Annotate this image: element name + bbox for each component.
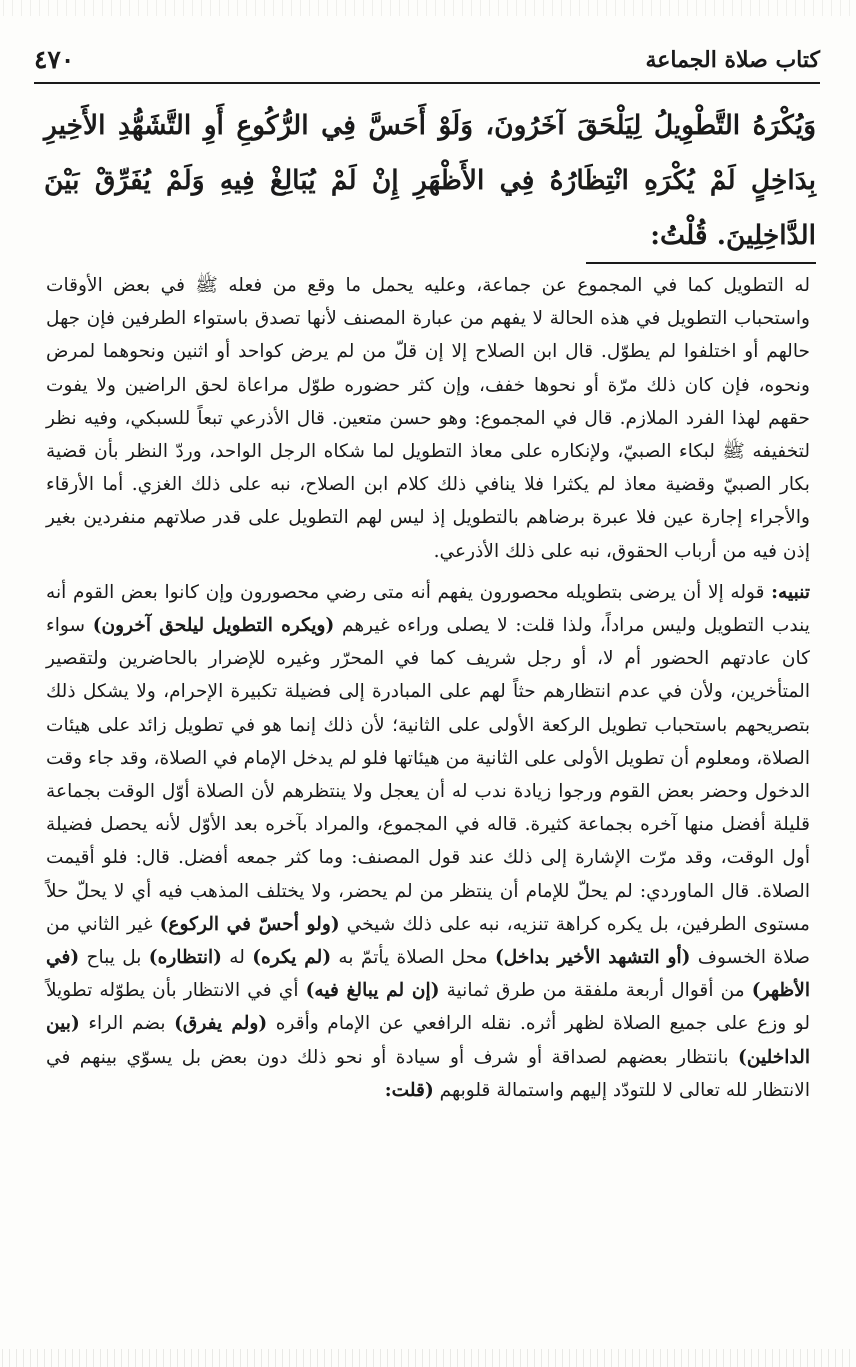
scan-edge-bottom <box>0 1349 856 1367</box>
commentary <box>46 269 810 1107</box>
commentary-segment: أي في الانتظار بأن يطوّله تطويلاً لو وزع على جميع الصلاة لظهر أثره. نقله الرافعي عن الإمام وأقره <box>46 980 811 1035</box>
commentary-paragraph-1: له التطويل كما في المجموع عن جماعة، وعليه يحمل ما وقع من فعله ﷺ في بعض الأوقات واستحباب التطويل في هذه الحالة لا يفهم من عبارة المصنف لأنها تصدق باستواء الطرفين فإن جهل حالهم أو اختلفوا لم يطوّل. قال ابن الصلاح إلا إن قلّ من لم يرض كواحد أو اثنين ونحوهما لمرض ونحوه، فإن كان ذلك مرّة أو نحوها خفف، وإن كثر حضوره طوّل مراعاة لحق الراضين ولا يفوت حقهم لهذا الفرد الملازم. قال في المجموع: وهو حسن متعين. قال الأذرعي تبعاً للسبكي، وفيه نظر لتخفيفه ﷺ لبكاء الصبيّ، ولإنكاره على معاذ التطويل لما شكاه الرجل الواحد، وردّ النظر بأن قضية بكار الصبيّ وقضية معاذ لم يكثرا فلا ينافي ذلك كلام ابن الصلاح، نبه على ذلك الغزي. أما الأرقاء والأجراء إجارة عين فلا عبرة برضاهم بالتطويل إذ ليس لهم التطويل على قدر صلاتهم منفردين بغير إذن فيه من أرباب الحقوق، نبه على ذلك الأذرعي. <box>46 275 810 562</box>
commentary-segment: بضم الراء <box>79 1013 175 1035</box>
quoted-matn-segment: (إن لم يبالغ فيه) <box>305 980 440 1002</box>
commentary-segment: قوله إلا أن يرضى بتطويله محصورون يفهم أنه متى رضي محصورون وإن كانوا بعض القوم أنه يندب التطويل وليس مراداً، ولذا قلت: لا يصلى وراءه غيرهم <box>46 581 810 637</box>
quoted-matn-segment: (بين الداخلين) <box>46 1013 810 1068</box>
page-header <box>34 42 820 84</box>
running-title: كتاب صلاة الجماعة <box>645 47 820 73</box>
scan-edge-top <box>0 0 856 16</box>
quoted-matn-segment: (ويكره التطويل ليلحق آخرون) <box>92 615 335 637</box>
quoted-matn-segment: (ولم يفرق) <box>174 1013 268 1035</box>
quoted-matn-segment: (ولو أحسّ في الركوع) <box>159 913 340 935</box>
quoted-matn-segment: (أو التشهد الأخير بداخل) <box>494 947 691 969</box>
commentary-segment: سواء كان عادتهم الحضور أم لا، أو رجل شريف كما في المحرّر وغيره للإضرار بالحاضرين ولتقصير المتأخرين، ولأن في عدم انتظارهم حثاً لهم على المبادرة إلى فضيلة تكبيرة الإحرام، ولا يشكل ذلك بتصريحهم باستحباب تطويل الركعة الأولى على الثانية؛ لأن ذلك إنما هو في تطويل زائد على هيئات الصلاة، ومعلوم أن تطويل الأولى على الثانية من هيئاتها فلو لم يدخل الإمام في الصلاة، وقد جاء وقت الدخول وحضر بعض القوم ورجوا زيادة ندب له أن يعجل ولا ينتظرهم لأن الصلاة أوّل الوقت بجماعة قليلة أفضل منها آخره بجماعة كثيرة. قاله في المجموع، والمراد بآخره بعد الأوّل لأنه يحصل فضيلة أول الوقت، وقد مرّت الإشارة إلى ذلك عند قول المصنف: وما كثر جمعه أفضل. قال: فلو أقيمت الصلاة. قال الماوردي: لم يحلّ للإمام أن ينتظر من لم يحضر، ولا يختلف المذهب فيه أي لا يحلّ حلاً مستوى الطرفين، بل يكره كراهة تنزيه، نبه على ذلك شيخي <box>46 615 810 935</box>
page-number: ٤٧٠ <box>34 45 75 74</box>
commentary-segment: بانتظار بعضهم لصداقة أو شرف أو سيادة أو نحو ذلك دون بعض بل يسوّي بينهم في الانتظار لله تعالى لا للتودّد إليهم واستمالة قلوبهم <box>46 1046 810 1101</box>
quoted-matn-segment: تنبيه: <box>771 581 810 603</box>
commentary-segment: له <box>221 947 253 969</box>
main-text-paragraph: وَيُكْرَهُ التَّطْوِيلُ لِيَلْحَقَ آخَرُونَ، وَلَوْ أَحَسَّ فِي الرُّكُوعِ أَوِ التَّشَهُّدِ الأَخِيرِ بِدَاخِلٍ لَمْ يُكْرَهِ انْتِظَارُهُ فِي الأَظْهَرِ إِنْ لَمْ يُبَالِغْ فِيهِ وَلَمْ يُفَرِّقْ بَيْنَ الدَّاخِلِينَ. قُلْتُ: <box>44 110 816 251</box>
footnote-separator <box>586 262 816 264</box>
main-text <box>44 98 816 263</box>
commentary-segment: غير الثاني من صلاة الخسوف <box>46 913 810 969</box>
commentary-segment: بل يباح <box>79 947 149 969</box>
quoted-matn-segment: (في الأظهر) <box>46 947 810 1002</box>
quoted-matn-segment: (لم يكره) <box>252 947 332 969</box>
commentary-segment: محل الصلاة يأتمّ به <box>331 947 495 969</box>
commentary-segment: من أقوال أربعة ملفقة من طرق ثمانية <box>439 980 752 1002</box>
commentary-paragraph-2 <box>46 576 810 1107</box>
quoted-matn-segment: (قلت: <box>384 1079 434 1101</box>
quoted-matn-segment: (انتظاره) <box>148 947 222 969</box>
